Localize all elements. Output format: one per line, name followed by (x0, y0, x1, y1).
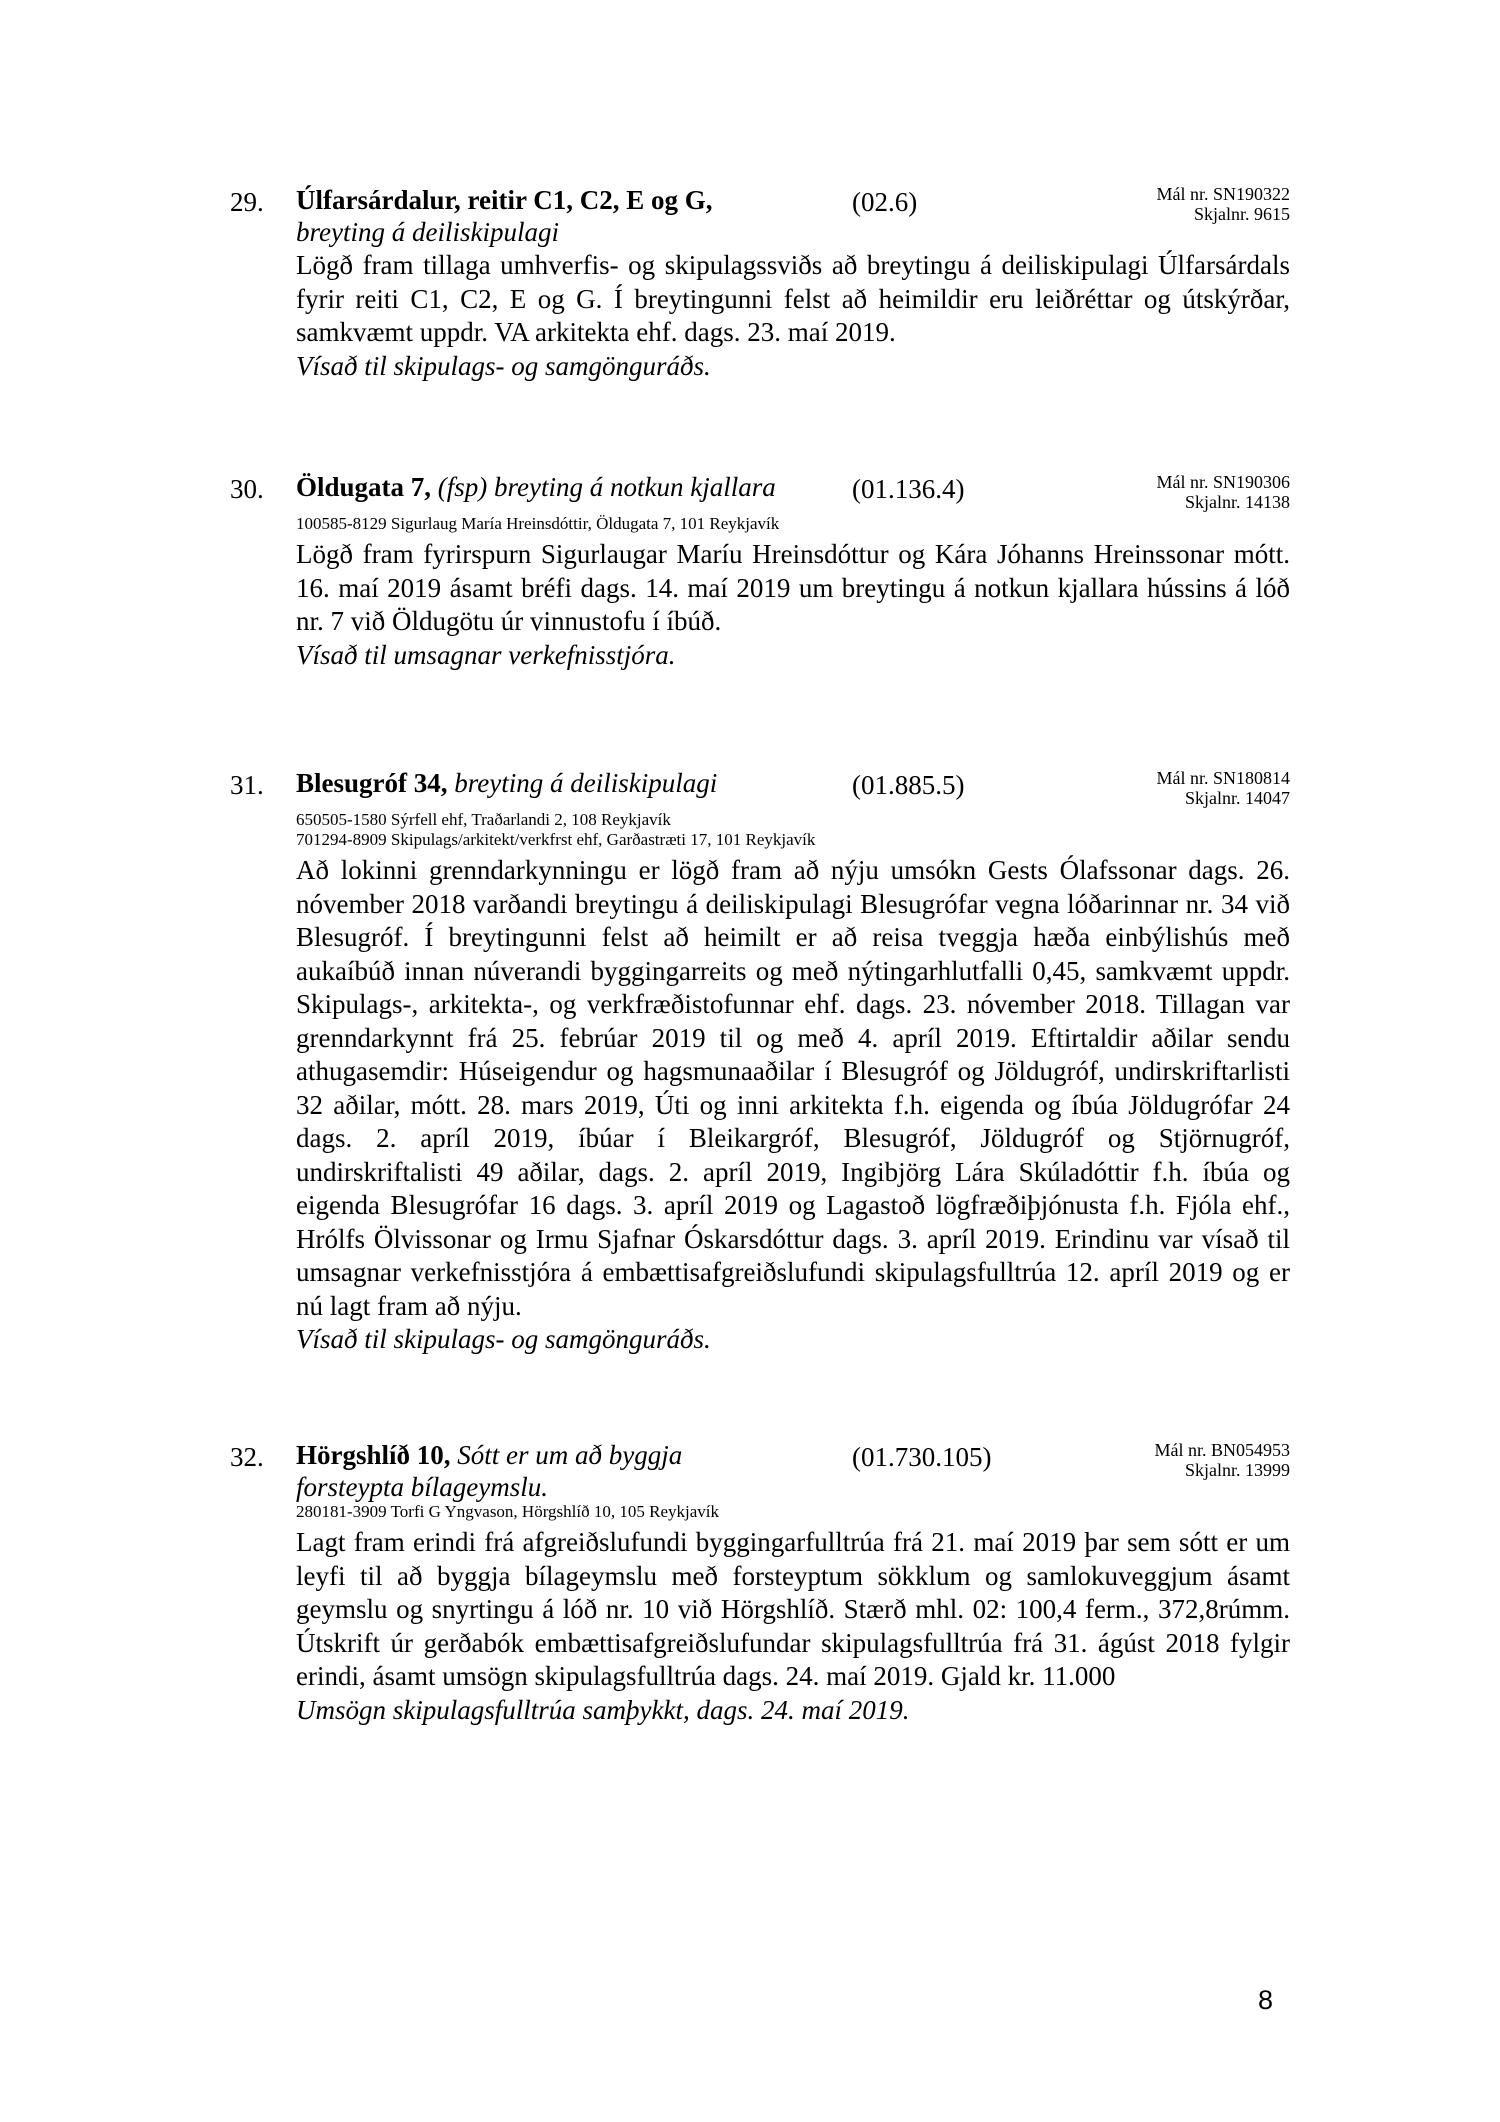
item-outcome: Vísað til skipulags- og samgönguráðs. (296, 1324, 711, 1354)
agenda-item-31 (230, 764, 1290, 1354)
item-heading (296, 1439, 682, 1503)
file-number: Skjalnr. 9615 (1193, 204, 1290, 224)
item-outcome: Umsögn skipulagsfulltrúa samþykkt, dags. 24. maí 2019. (296, 1694, 910, 1725)
item-body (296, 854, 1290, 1357)
agenda-item-32 (230, 1436, 1290, 1766)
party-line: 701294-8909 Skipulags/arkitekt/verkfrst ehf, Garðastræti 17, 101 Reykjavík (296, 830, 816, 849)
item-subtitle-continued: forsteypta bílageymslu. (296, 1472, 548, 1502)
item-heading (296, 184, 712, 248)
item-title: Blesugróf 34, (296, 768, 448, 798)
item-description: Að lokinni grenndarkynningu er lögð fram að nýju umsókn Gests Ólafssonar dags. 26. nóvember 2018 varðandi breytingu á deiliskipulagi Blesugrófar vegna lóðarinnar nr. 34 við Blesugróf. Í breytingunni felst að heimilt er að reisa tveggja hæða einbýlishús með aukaíbúð innan núverandi byggingarreits og með nýtingarhlutfalli 0,45, samkvæmt uppdr. Skipulags-, arkitekta-, og verkfræðistofunnar ehf. dags. 23. nóvember 2018. Tillagan var grenndarkynnt frá 25. febrúar 2019 til og með 4. apríl 2019. Eftirtaldir aðilar sendu athugasemdir: Húseigendur og hagsmunaaðilar í Blesugróf og Jöldugróf, undirskriftarlisti 32 aðilar, mótt. 28. mars 2019, Úti og inni arkitekta f.h. eigenda og íbúa Jöldugrófar 24 dags. 2. apríl 2019, íbúar í Bleikargróf, Blesugróf, Jöldugróf og Stjörnugróf, undirskriftalisti 49 aðilar, dags. 2. apríl 2019, Ingibjörg Lára Skúladóttir f.h. íbúa og eigenda Blesugrófar 16 dags. 3. apríl 2019 og Lagastoð lögfræðiþjónusta f.h. Fjóla ehf., Hrólfs Ölvissonar og Irmu Sjafnar Óskarsdóttur dags. 3. apríl 2019. Erindinu var vísað til umsagnar verkefnisstjóra á embættisafgreiðslufundi skipulagsfulltrúa 12. apríl 2019 og er nú lagt fram að nýju. (296, 855, 1290, 1321)
agenda-item-30 (230, 468, 1290, 678)
item-reference (1154, 1440, 1290, 1480)
party-line: 100585-8129 Sigurlaug María Hreinsdóttir, Öldugata 7, 101 Reykjavík (296, 514, 780, 533)
item-parties (296, 1502, 719, 1522)
item-number: 30. (230, 474, 264, 504)
item-heading (296, 767, 717, 799)
item-description: Lagt fram erindi frá afgreiðslufundi byggingarfulltrúa frá 21. maí 2019 þar sem sótt er um leyfi til að byggja bílageymslu með forsteyptum sökklum og samlokuveggjum ásamt geymslu og snyrtingu á lóð nr. 10 við Hörgshlíð. Stærð mhl. 02: 100,4 ferm., 372,8rúmm. Útskrift úr gerðabók embættisafgreiðslufundar skipulagsfulltrúa frá 31. ágúst 2018 fylgir erindi, ásamt umsögn skipulagsfulltrúa dags. 24. maí 2019. Gjald kr. 11.000 (296, 1527, 1290, 1691)
item-land-code: (02.6) (852, 187, 918, 217)
item-title: Úlfarsárdalur, reitir C1, C2, E og G, (296, 185, 713, 215)
item-land-code: (01.885.5) (852, 770, 965, 800)
item-number: 31. (230, 770, 264, 800)
item-body (296, 1526, 1290, 1727)
item-body (296, 538, 1290, 672)
file-number: Skjalnr. 13999 (1184, 1460, 1290, 1480)
item-subtitle: Sótt er um að byggja (457, 1440, 683, 1470)
item-reference (1156, 184, 1290, 224)
item-number: 32. (230, 1442, 264, 1472)
item-reference (1156, 768, 1290, 808)
item-number: 29. (230, 187, 264, 217)
item-subtitle: breyting á deiliskipulagi (454, 768, 718, 798)
file-number: Skjalnr. 14047 (1184, 788, 1290, 808)
item-parties (296, 514, 779, 534)
item-title: Hörgshlíð 10, (296, 1440, 451, 1470)
party-line: 280181-3909 Torfi G Yngvason, Hörgshlíð 10, 105 Reykjavík (296, 1502, 719, 1521)
case-number: Mál nr. SN190322 (1156, 184, 1290, 204)
item-land-code: (01.136.4) (852, 474, 965, 504)
item-land-code: (01.730.105) (852, 1442, 992, 1472)
item-outcome: Vísað til skipulags- og samgönguráðs. (296, 350, 711, 381)
item-outcome: Vísað til umsagnar verkefnisstjóra. (296, 639, 676, 670)
item-description: Lögð fram tillaga umhverfis- og skipulagssviðs að breytingu á deiliskipulagi Úlfarsárdals fyrir reiti C1, C2, E og G. Í breytingunni felst að heimildir eru leiðréttar og útskýrðar, samkvæmt uppdr. VA arkitekta ehf. dags. 23. maí 2019. (296, 250, 1290, 347)
item-heading (296, 471, 776, 503)
file-number: Skjalnr. 14138 (1184, 492, 1290, 512)
item-parties (296, 810, 815, 850)
case-number: Mál nr. SN180814 (1156, 768, 1290, 788)
item-reference (1156, 472, 1290, 512)
item-description: Lögð fram fyrirspurn Sigurlaugar Maríu Hreinsdóttur og Kára Jóhanns Hreinssonar mótt. 16. maí 2019 ásamt bréfi dags. 14. maí 2019 um breytingu á notkun kjallara hússins á lóð nr. 7 við Öldugötu úr vinnustofu í íbúð. (296, 539, 1290, 636)
case-number: Mál nr. SN190306 (1156, 472, 1290, 492)
item-body (296, 249, 1290, 383)
page-number: 8 (1258, 1985, 1274, 2015)
item-subtitle: breyting á deiliskipulagi (296, 217, 559, 247)
item-subtitle: (fsp) breyting á notkun kjallara (437, 472, 776, 502)
case-number: Mál nr. BN054953 (1154, 1440, 1290, 1460)
agenda-item-29 (230, 180, 1290, 380)
party-line: 650505-1580 Sýrfell ehf, Traðarlandi 2, 108 Reykjavík (296, 810, 671, 829)
item-title: Öldugata 7, (296, 472, 432, 502)
